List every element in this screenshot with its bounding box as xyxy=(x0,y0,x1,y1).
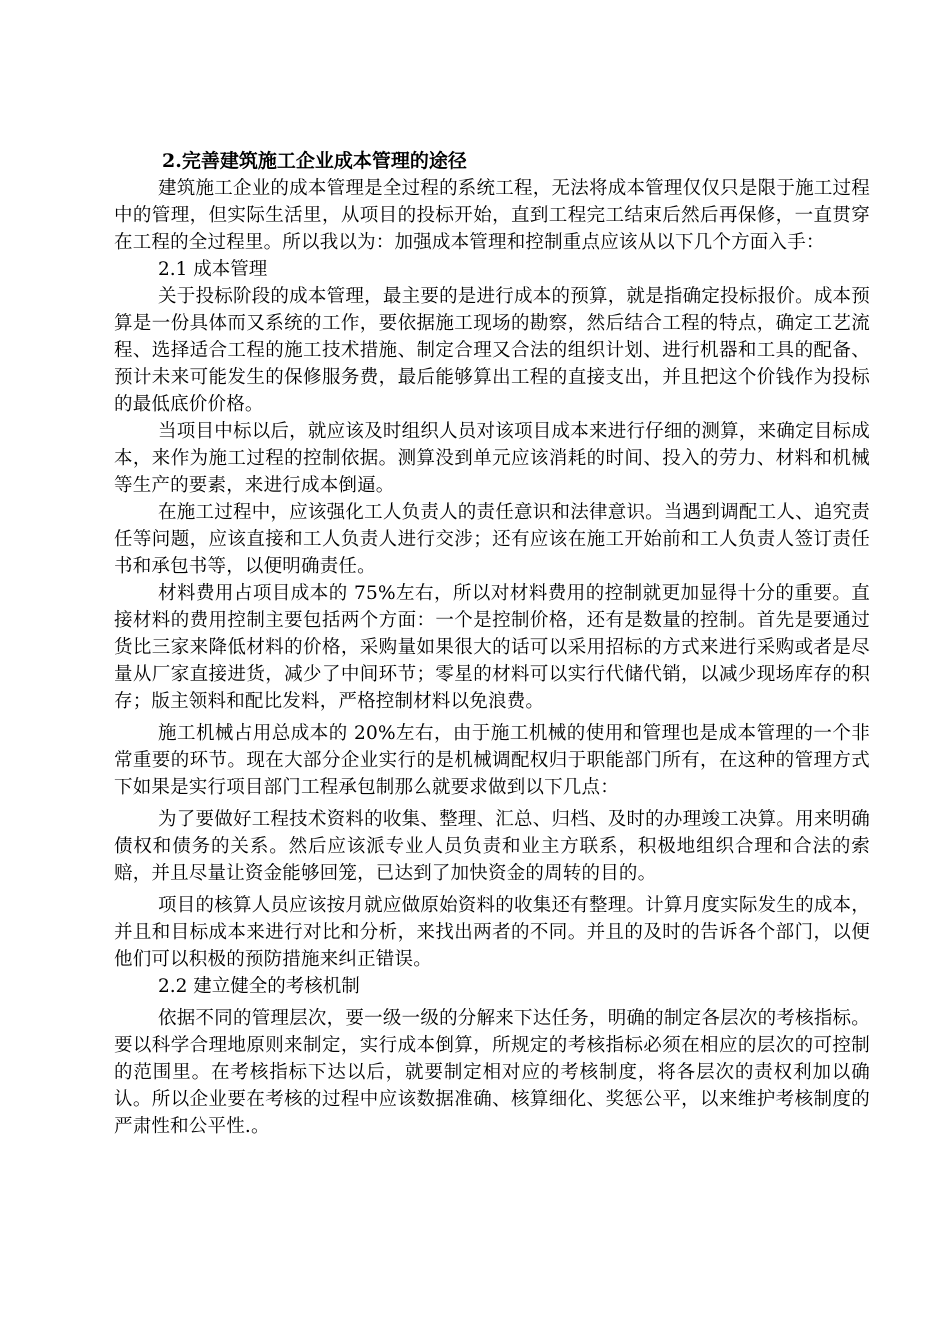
section-title: 2.完善建筑施工企业成本管理的途径 xyxy=(162,150,467,172)
paragraph-construction-process: 在施工过程中，应该强化工人负责人的责任意识和法律意识。当遇到调配工人、追究责任等问题，应该直接和工人负责人进行交涉；还有应该在施工开始前和工人负责人签订责任书和承包书等，以便明确责任。 xyxy=(114,502,870,577)
paragraph-machinery-cost: 施工机械占用总成本的 20%左右，由于施工机械的使用和管理也是成本管理的一个非常重要的环节。现在大部分企业实行的是机械调配权归于职能部门所有，在这种的管理方式下如果是实行项目部门工程承包制那么就要求做到以下几点： xyxy=(114,723,870,798)
paragraph-target-cost: 当项目中标以后，就应该及时组织人员对该项目成本来进行仔细的测算，来确定目标成本，来作为施工过程的控制依据。测算没到单元应该消耗的时间、投入的劳力、材料和机械等生产的要素，来进行成本倒逼。 xyxy=(114,421,870,496)
paragraph-accounting-staff: 项目的核算人员应该按月就应做原始资料的收集还有整理。计算月度实际发生的成本，并且和目标成本来进行对比和分析，来找出两者的不同。并且的及时的告诉各个部门，以便他们可以积极的预防措施来纠正错误。 xyxy=(114,895,870,970)
paragraph-technical-documents: 为了要做好工程技术资料的收集、整理、汇总、归档、及时的办理竣工决算。用来明确债权和债务的关系。然后应该派专业人员负责和业主方联系，积极地组织合理和合法的索赔，并且尽量让资金能够回笼，已达到了加快资金的周转的目的。 xyxy=(114,809,870,884)
subsection-title-cost-management: 2.1 成本管理 xyxy=(158,259,268,280)
subsection-title-assessment: 2.2 建立健全的考核机制 xyxy=(158,976,360,997)
paragraph-material-cost: 材料费用占项目成本的 75%左右，所以对材料费用的控制就更加显得十分的重要。直接材料的费用控制主要包括两个方面：一个是控制价格，还有是数量的控制。首先是要通过货比三家来降低材料的价格，采购量如果很大的话可以采用招标的方式来进行采购或者是尽量从厂家直接进货，减少了中间环节；零星的材料可以实行代储代销，以减少现场库存的积存；版主领料和配比发料，严格控制材料以免浪费。 xyxy=(114,583,870,712)
paragraph-bidding-stage: 关于投标阶段的成本管理，最主要的是进行成本的预算，就是指确定投标报价。成本预算是一份具体而又系统的工作，要依据施工现场的勘察，然后结合工程的特点，确定工艺流程、选择适合工程的施工技术措施、制定合理又合法的组织计划、进行机器和工具的配备、预计未来可能发生的保修服务费，最后能够算出工程的直接支出，并且把这个价钱作为投标的最低底价价格。 xyxy=(114,286,870,415)
paragraph-assessment-mechanism: 依据不同的管理层次，要一级一级的分解来下达任务，明确的制定各层次的考核指标。要以科学合理地原则来制定，实行成本倒算，所规定的考核指标必须在相应的层次的可控制的范围里。在考核指标下达以后，就要制定相对应的考核制度，将各层次的责权利加以确认。所以企业要在考核的过程中应该数据准确、核算细化、奖惩公平，以来维护考核制度的严肃性和公平性.。 xyxy=(114,1008,870,1137)
intro-paragraph: 建筑施工企业的成本管理是全过程的系统工程，无法将成本管理仅仅只是限于施工过程中的管理，但实际生活里，从项目的投标开始，直到工程完工结束后然后再保修，一直贯穿在工程的全过程里。所以我以为：加强成本管理和控制重点应该从以下几个方面入手： xyxy=(114,178,870,253)
